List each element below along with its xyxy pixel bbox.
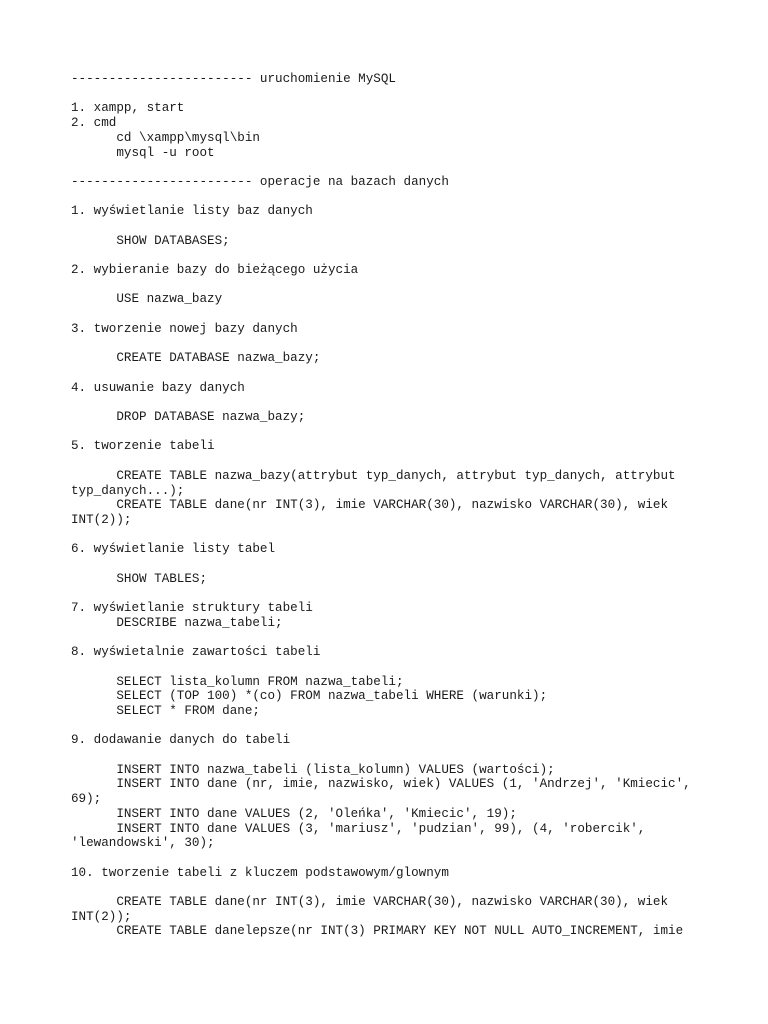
- item-title: 8. wyświetalnie zawartości tabeli: [71, 645, 321, 660]
- blank-line: [71, 219, 711, 234]
- blank-line: [71, 719, 711, 734]
- item-title: 5. tworzenie tabeli: [71, 439, 215, 454]
- blank-line: [71, 880, 711, 895]
- code-line: CREATE TABLE dane(nr INT(3), imie VARCHAR(30), nazwisko VARCHAR(30), wiek: [71, 895, 669, 910]
- code-line: SELECT lista_kolumn FROM nazwa_tabeli;: [71, 674, 404, 689]
- section-heading: ------------------------ uruchomienie MySQL: [71, 72, 396, 86]
- code-line: CREATE TABLE dane(nr INT(3), imie VARCHAR(30), nazwisko VARCHAR(30), wiek: [71, 498, 669, 513]
- code-line: SELECT * FROM dane;: [71, 703, 260, 718]
- blank-line: [71, 630, 711, 645]
- blank-line: [71, 248, 711, 263]
- code-line: USE nazwa_bazy: [71, 292, 223, 307]
- code-line: INT(2));: [71, 909, 132, 924]
- item-title: 1. wyświetlanie listy baz danych: [71, 204, 313, 219]
- code-line: typ_danych...);: [71, 483, 185, 498]
- blank-line: [71, 160, 711, 175]
- code-line: SHOW DATABASES;: [71, 233, 230, 248]
- blank-line: [71, 307, 711, 322]
- code-line: INSERT INTO dane VALUES (3, 'mariusz', 'pudzian', 99), (4, 'robercik',: [71, 821, 646, 836]
- code-line: INT(2));: [71, 512, 132, 527]
- text-line: 1. xampp, start: [71, 101, 185, 116]
- code-line: DESCRIBE nazwa_tabeli;: [71, 615, 283, 630]
- code-line: INSERT INTO dane VALUES (2, 'Oleńka', 'Kmiecic', 19);: [71, 806, 517, 821]
- item-title: 6. wyświetlanie listy tabel: [71, 542, 276, 557]
- code-line: INSERT INTO nazwa_tabeli (lista_kolumn) VALUES (wartości);: [71, 762, 555, 777]
- item-title: 2. wybieranie bazy do bieżącego użycia: [71, 263, 359, 278]
- blank-line: [71, 278, 711, 293]
- code-line: SELECT (TOP 100) *(co) FROM nazwa_tabeli WHERE (warunki);: [71, 689, 548, 704]
- code-line: 69);: [71, 792, 102, 807]
- code-line: INSERT INTO dane (nr, imie, nazwisko, wiek) VALUES (1, 'Andrzej', 'Kmiecic',: [71, 777, 691, 792]
- code-line: mysql -u root: [71, 145, 215, 160]
- code-line: CREATE DATABASE nazwa_bazy;: [71, 351, 321, 366]
- item-title: 9. dodawanie danych do tabeli: [71, 733, 291, 748]
- blank-line: [71, 395, 711, 410]
- blank-line: [71, 425, 711, 440]
- blank-line: [71, 337, 711, 352]
- blank-line: [71, 190, 711, 205]
- blank-line: [71, 748, 711, 763]
- code-line: SHOW TABLES;: [71, 571, 208, 586]
- item-title: 4. usuwanie bazy danych: [71, 380, 245, 395]
- blank-line: [71, 660, 711, 675]
- item-title: 3. tworzenie nowej bazy danych: [71, 321, 298, 336]
- blank-line: [71, 528, 711, 543]
- blank-line: [71, 454, 711, 469]
- code-line: 'lewandowski', 30);: [71, 836, 215, 851]
- code-line: cd \xampp\mysql\bin: [71, 130, 260, 145]
- blank-line: [71, 586, 711, 601]
- blank-line: [71, 87, 711, 102]
- blank-line: [71, 557, 711, 572]
- blank-line: [71, 366, 711, 381]
- code-line: DROP DATABASE nazwa_bazy;: [71, 410, 306, 425]
- document-body: [71, 72, 711, 939]
- item-title: 10. tworzenie tabeli z kluczem podstawowym/glownym: [71, 865, 449, 880]
- blank-line: [71, 851, 711, 866]
- text-line: 2. cmd: [71, 116, 117, 131]
- section-heading: ------------------------ operacje na bazach danych: [71, 174, 449, 189]
- code-line: CREATE TABLE danelepsze(nr INT(3) PRIMARY KEY NOT NULL AUTO_INCREMENT, imie: [71, 924, 684, 939]
- code-line: CREATE TABLE nazwa_bazy(attrybut typ_danych, attrybut typ_danych, attrybut: [71, 468, 676, 483]
- item-title: 7. wyświetlanie struktury tabeli: [71, 601, 313, 616]
